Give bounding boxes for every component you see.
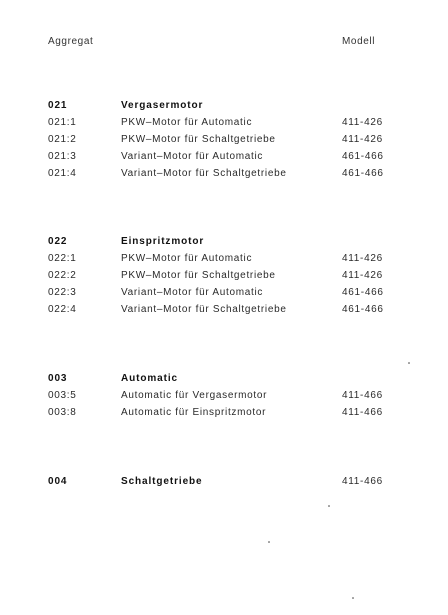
row-code: 021:4 [48, 168, 77, 179]
row-code: 021:2 [48, 134, 77, 145]
row-model: 411-466 [342, 407, 383, 418]
table-row [0, 270, 448, 286]
row-model: 411-426 [342, 270, 383, 281]
row-model: 461-466 [342, 151, 384, 162]
group-code: 021 [48, 100, 68, 111]
table-row [0, 287, 448, 303]
row-description: Automatic für Einspritzmotor [121, 407, 267, 418]
row-model: 411-426 [342, 117, 383, 128]
row-code: 022:1 [48, 253, 77, 264]
group-header-022 [0, 236, 448, 252]
scan-speck [268, 541, 270, 543]
table-row [0, 168, 448, 184]
row-code: 003:5 [48, 390, 77, 401]
row-description: Variant–Motor für Automatic [121, 151, 264, 162]
row-description: PKW–Motor für Automatic [121, 117, 253, 128]
table-row [0, 253, 448, 269]
row-description: PKW–Motor für Schaltgetriebe [121, 270, 276, 281]
table-row [0, 151, 448, 167]
row-code: 022:3 [48, 287, 77, 298]
row-model: 461-466 [342, 287, 384, 298]
group-code: 022 [48, 236, 68, 247]
row-code: 003:8 [48, 407, 77, 418]
group-model: 411-466 [342, 476, 383, 487]
group-header-021 [0, 100, 448, 116]
group-title: Vergasermotor [121, 100, 204, 111]
scan-speck [408, 362, 410, 364]
row-description: Automatic für Vergasermotor [121, 390, 268, 401]
row-description: PKW–Motor für Automatic [121, 253, 253, 264]
group-code: 004 [48, 476, 68, 487]
table-row [0, 304, 448, 320]
row-model: 411-426 [342, 134, 383, 145]
row-description: Variant–Motor für Schaltgetriebe [121, 168, 287, 179]
group-header-004 [0, 476, 448, 492]
row-code: 021:3 [48, 151, 77, 162]
row-code: 022:4 [48, 304, 77, 315]
row-model: 461-466 [342, 304, 384, 315]
scan-speck [328, 505, 330, 507]
row-description: Variant–Motor für Automatic [121, 287, 264, 298]
row-code: 022:2 [48, 270, 77, 281]
row-description: PKW–Motor für Schaltgetriebe [121, 134, 276, 145]
group-title: Einspritzmotor [121, 236, 205, 247]
table-row [0, 134, 448, 150]
scan-speck [352, 597, 354, 599]
row-code: 021:1 [48, 117, 77, 128]
row-model: 411-426 [342, 253, 383, 264]
row-description: Variant–Motor für Schaltgetriebe [121, 304, 287, 315]
column-header-aggregat: Aggregat [48, 36, 94, 47]
group-title: Automatic [121, 373, 178, 384]
group-header-003 [0, 373, 448, 389]
row-model: 411-466 [342, 390, 383, 401]
group-code: 003 [48, 373, 68, 384]
row-model: 461-466 [342, 168, 384, 179]
table-row [0, 407, 448, 423]
column-header-modell: Modell [342, 36, 376, 47]
table-row [0, 390, 448, 406]
table-row [0, 117, 448, 133]
group-title: Schaltgetriebe [121, 476, 203, 487]
